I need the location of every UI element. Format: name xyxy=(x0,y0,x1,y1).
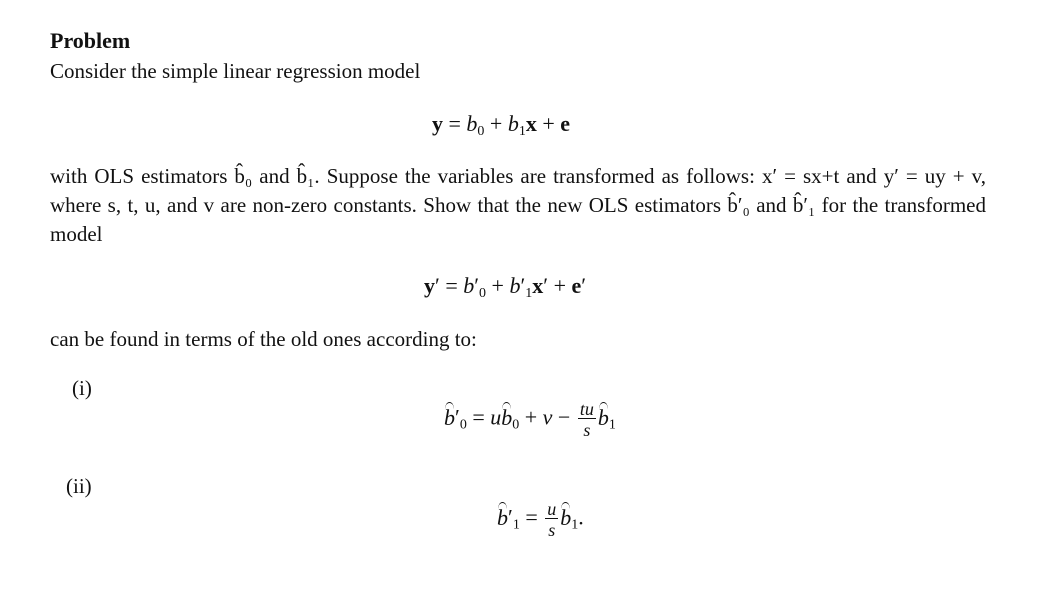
intro-text: Consider the simple linear regression model xyxy=(50,59,421,83)
item-label-ii: (ii) xyxy=(66,474,92,498)
transformed-equation: $y' = b'_0 + b'_1x' + e'$ xyxy=(424,273,587,301)
item-equation-ii: $b'_1$ = $\frac{u}{s}$ $b_1$. xyxy=(497,499,584,540)
model-equation: $y = b_0 + b_1x + e$ xyxy=(432,111,571,139)
transform-text: with OLS estimators b̂₀ and b̂₁. Suppose the variables are transformed as follows: x′ = sx+t and y′ = uy + v, where s, t, u, and v are non-zero constants. Show that the new OLS estimators b̂′₀ and b̂′₁ for the transformed model xyxy=(50,164,986,246)
problem-heading: Problem xyxy=(50,28,131,53)
item-equation-i: $b'_0 = ub_0 + v$ − $\frac{tu}{s}$ $b_1$ xyxy=(444,399,616,440)
conclusion-text: can be found in terms of the old ones according to: xyxy=(50,327,477,351)
item-label-i: (i) xyxy=(72,376,92,400)
